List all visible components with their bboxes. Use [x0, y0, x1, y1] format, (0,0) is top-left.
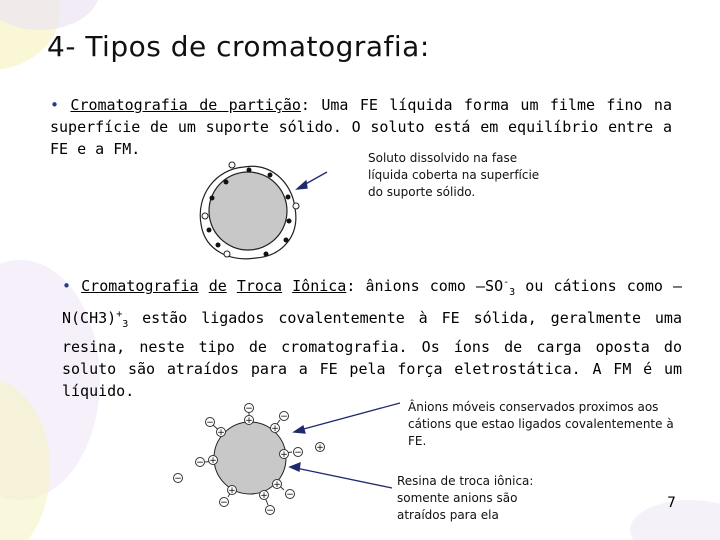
ion-heading-word: de: [208, 277, 227, 295]
ion-sub-a: 3: [509, 287, 516, 298]
svg-text:+: +: [316, 443, 324, 453]
svg-text:−: −: [245, 404, 253, 414]
arrow-to-resin: [290, 463, 392, 488]
slide-title: 4- Tipos de cromatografia:: [47, 30, 430, 63]
svg-text:−: −: [266, 506, 274, 516]
ion-heading-word: Iônica: [292, 277, 347, 295]
svg-text:+: +: [273, 480, 281, 490]
partition-heading: Cromatografia de partição: [70, 96, 301, 114]
svg-text:+: +: [209, 456, 217, 466]
svg-text:−: −: [280, 412, 288, 422]
bullet: •: [62, 277, 72, 295]
ion-heading-word: Cromatografia: [81, 277, 199, 295]
svg-text:+: +: [245, 416, 253, 426]
ion-heading-word: Troca: [236, 277, 283, 295]
svg-text:−: −: [174, 474, 182, 484]
partition-annotation: Soluto dissolvido na fase líquida coberta na superfície do suporte sólido.: [368, 151, 540, 199]
ion-text-a: : ânions como –SO: [346, 277, 504, 295]
ion-sup-b: +: [116, 309, 123, 320]
ion-text-c: estão ligados covalentemente à FE sólida, geralmente uma resina, neste tipo de cromatografia. Os íons de carga oposta do soluto são atraídos para a FE pela força eletrostática. A FM é um líquido.: [62, 309, 682, 400]
svg-text:−: −: [206, 418, 214, 428]
bullet: •: [50, 96, 60, 114]
svg-text:−: −: [294, 448, 302, 458]
svg-text:+: +: [271, 424, 279, 434]
ion-sub-b: 3: [122, 319, 129, 330]
svg-text:+: +: [228, 486, 236, 496]
svg-text:+: +: [260, 491, 268, 501]
mobile-anions-annotation: Ânions móveis conservados proximos aos cátions que estao ligados covalentemente à FE.: [408, 400, 674, 448]
svg-text:+: +: [217, 428, 225, 438]
page-number: 7: [667, 495, 676, 511]
svg-text:−: −: [220, 498, 228, 508]
svg-text:−: −: [196, 458, 204, 468]
arrow-to-anion: [294, 403, 400, 433]
ion-text-b: ou cátions como –N(CH3): [62, 277, 683, 327]
ion-sup-a: -: [503, 277, 510, 288]
resin-annotation: Resina de troca iônica: somente anions são atraídos para ela: [397, 474, 534, 522]
svg-text:+: +: [280, 450, 288, 460]
svg-text:−: −: [286, 490, 294, 500]
partition-text: : Uma FE líquida forma um filme fino na superfície de um suporte sólido. O soluto está em equilíbrio entre a FE e a FM.: [50, 96, 672, 158]
